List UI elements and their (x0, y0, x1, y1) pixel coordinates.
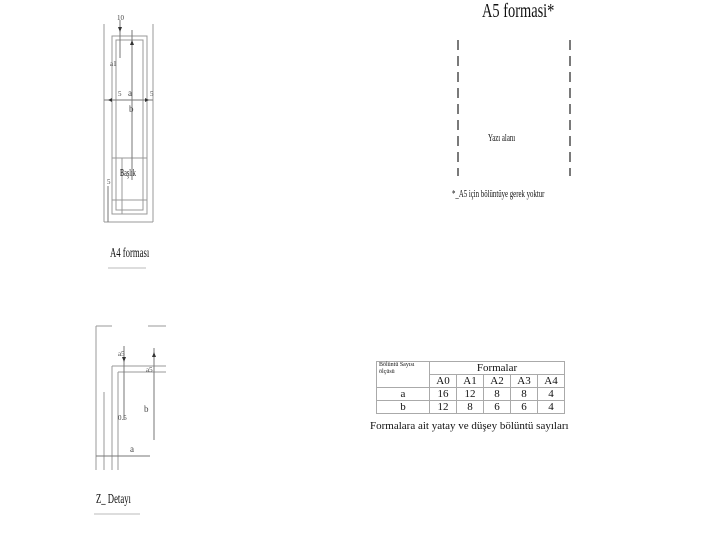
a5-title: A5 formasi* (482, 0, 555, 22)
column-header: A0 (430, 375, 457, 388)
column-header: A2 (484, 375, 511, 388)
row-label: a (377, 388, 430, 401)
column-header: A3 (511, 375, 538, 388)
a5-footnote: *_A5 için bölüntüye gerek yoktur (452, 188, 545, 200)
row-header-cell: Bölüntü Sayısı ölçüsü (377, 362, 430, 388)
a4-dim-a1: a1 (110, 60, 117, 68)
z-dim-a: a (130, 444, 134, 454)
a4-caption: A4 forması (110, 246, 150, 261)
table-cell: 4 (538, 388, 565, 401)
group-header-cell: Formalar (430, 362, 565, 375)
a4-dim-bottom: 5 (107, 178, 111, 186)
z-dim-a5-right: a5 (146, 366, 153, 374)
z-dim-half: 0.5 (118, 414, 127, 422)
table-cell: 6 (511, 401, 538, 414)
a4-dim-top: 10 (117, 14, 124, 22)
table-cell: 16 (430, 388, 457, 401)
table-header-row (377, 362, 565, 375)
table-cell: 12 (457, 388, 484, 401)
z-dim-a5-top: a5 (118, 350, 125, 358)
table-row (377, 388, 565, 401)
a4-dim-a: a (128, 88, 132, 98)
z-detail-caption: Z_ Detayı (96, 492, 131, 507)
column-header: A1 (457, 375, 484, 388)
column-header: A4 (538, 375, 565, 388)
a4-dim-b: b (129, 104, 134, 114)
a5-writing-area-label: Yazı alanı (488, 132, 516, 144)
table-cell: 8 (484, 388, 511, 401)
table-cell: 8 (511, 388, 538, 401)
row-label: b (377, 401, 430, 414)
table-cell: 12 (430, 401, 457, 414)
formats-table (376, 361, 565, 414)
table-row (377, 401, 565, 414)
table-caption: Formalara ait yatay ve düşey bölüntü sayıları (370, 420, 569, 432)
z-dim-b: b (144, 404, 149, 414)
table-cell: 8 (457, 401, 484, 414)
table-cell: 6 (484, 401, 511, 414)
a4-dim-right-margin: 5 (150, 90, 154, 98)
title-block-label: Başlık (120, 168, 136, 179)
table-cell: 4 (538, 401, 565, 414)
a4-dim-left-margin: 5 (118, 90, 122, 98)
